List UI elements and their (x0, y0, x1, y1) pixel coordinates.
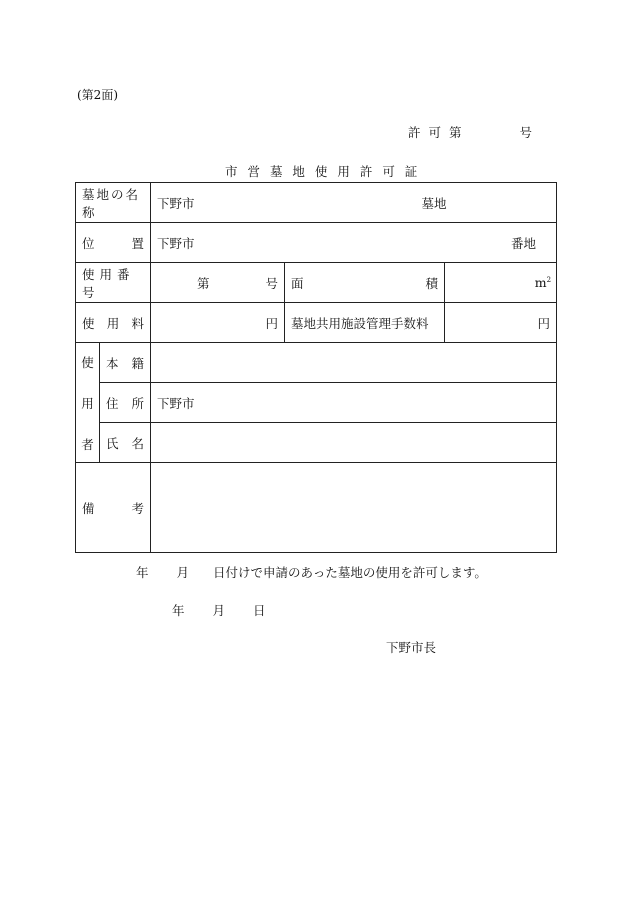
remarks-value (151, 463, 557, 553)
location-label: 位 置 (76, 223, 151, 263)
permit-number-prefix: 許 可 第 (408, 125, 464, 140)
domicile-label: 本 籍 (100, 343, 151, 383)
permit-sentence: 年 月 日付けで申請のあった墓地の使用を許可します。 (136, 565, 487, 580)
cemetery-name-value: 下野市 墓地 (151, 183, 557, 223)
cemetery-name-label: 墓地の名称 (76, 183, 151, 223)
row-domicile (76, 343, 557, 383)
permit-table (75, 182, 557, 553)
cemetery-suffix: 墓地 (421, 195, 447, 211)
area-label: 面 積 (285, 263, 445, 303)
page-label: (第2面) (77, 88, 118, 102)
fee-label: 使 用 料 (76, 303, 151, 343)
location-value: 下野市 番地 (151, 223, 557, 263)
person-name-label: 氏 名 (100, 423, 151, 463)
person-name-value (151, 423, 557, 463)
row-fee (76, 303, 557, 343)
permit-number (408, 123, 532, 141)
document-title: 市 営 墓 地 使 用 許 可 証 (225, 164, 421, 179)
permit-number-suffix: 号 (519, 125, 532, 140)
date-line: 年 月 日 (172, 603, 266, 618)
issuer: 下野市長 (386, 640, 437, 655)
row-address (76, 383, 557, 423)
address-value: 下野市 (151, 383, 557, 423)
row-person-name (76, 423, 557, 463)
row-remarks (76, 463, 557, 553)
row-location (76, 223, 557, 263)
area-value: $m^2$ (445, 263, 557, 303)
address-label: 住 所 (100, 383, 151, 423)
row-cemetery-name (76, 183, 557, 223)
remarks-label: 備 考 (76, 463, 151, 553)
row-use-number (76, 263, 557, 303)
fee-value: 円 (151, 303, 285, 343)
use-number-value: 第 号 (151, 263, 285, 303)
user-group-label: 使 用 者 (76, 343, 100, 463)
facility-fee-value: 円 (445, 303, 557, 343)
facility-fee-label: 墓地共用施設管理手数料 (285, 303, 445, 343)
use-number-label: 使用番号 (76, 263, 151, 303)
domicile-value (151, 343, 557, 383)
